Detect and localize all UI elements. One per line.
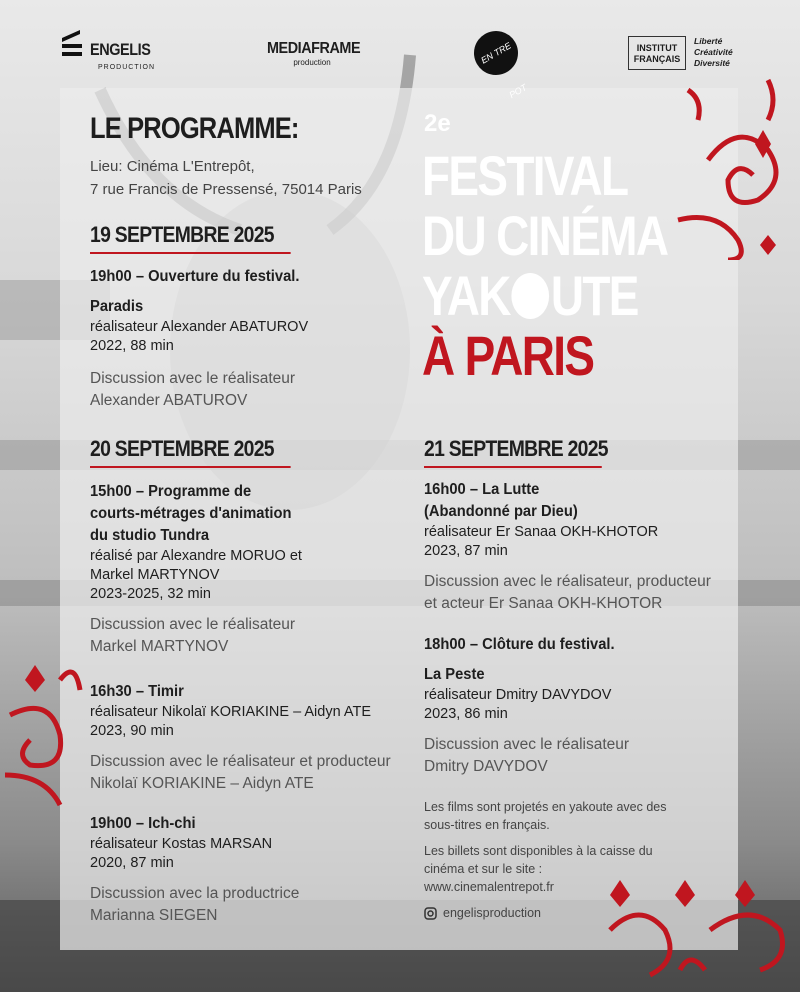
event-info: 2022, 88 min xyxy=(90,338,174,354)
title-line: FESTIVAL xyxy=(422,144,628,207)
event xyxy=(424,634,631,778)
note-line: Les films sont projetés en yakoute avec des xyxy=(424,800,667,814)
event-info: 2023-2025, 32 min xyxy=(90,586,211,602)
event-time: 15h00 – Programme de xyxy=(90,483,252,500)
date-heading xyxy=(90,222,291,254)
event-discussion: Discussion avec la productrice xyxy=(90,885,300,902)
venue xyxy=(90,155,362,201)
date-text: 19 SEPTEMBRE 2025 xyxy=(90,222,274,247)
institut-francais-logo xyxy=(628,36,686,70)
website-link[interactable]: www.cinemalentrepot.fr xyxy=(424,880,554,894)
event-title: (Abandonné par Dieu) xyxy=(424,503,578,520)
date-text: 21 SEPTEMBRE 2025 xyxy=(424,436,608,461)
event-discussion: Nikolaï KORIAKINE – Aidyn ATE xyxy=(90,775,314,792)
motto-line: Liberté xyxy=(694,36,723,46)
event-film: La Peste xyxy=(424,666,485,683)
event-time: 16h00 – La Lutte xyxy=(424,481,540,498)
motto-line: Diversité xyxy=(694,58,730,68)
event-time: 18h00 – Clôture du festival. xyxy=(424,636,615,653)
event-director: réalisateur Alexander ABATUROV xyxy=(90,319,309,335)
date-heading xyxy=(424,436,608,468)
event-director: réalisé par Alexandre MORUO et xyxy=(90,548,302,564)
event-title: du studio Tundra xyxy=(90,527,210,544)
mediaframe-name: MEDIAFRAME xyxy=(267,40,361,57)
engelis-name: ENGELIS xyxy=(90,40,151,59)
event xyxy=(424,479,711,615)
event-discussion: Markel MARTYNOV xyxy=(90,638,229,655)
event-discussion: Discussion avec le réalisateur, producteur xyxy=(424,573,711,590)
edition: 2e xyxy=(424,110,451,137)
event xyxy=(90,481,309,658)
event-info: 2023, 90 min xyxy=(90,723,174,739)
event-director: réalisateur Nikolaï KORIAKINE – Aidyn ATE xyxy=(90,704,371,720)
event xyxy=(90,813,299,927)
date-heading xyxy=(90,436,291,468)
event-director: réalisateur Kostas MARSAN xyxy=(90,836,273,852)
event-director: réalisateur Dmitry DAVYDOV xyxy=(424,687,612,703)
event-discussion: et acteur Er Sanaa OKH-KHOTOR xyxy=(424,595,663,612)
motto-line: Créativité xyxy=(694,47,733,57)
venue-address: 7 rue Francis de Pressensé, 75014 Paris xyxy=(90,181,362,198)
event-discussion: Alexander ABATUROV xyxy=(90,392,248,409)
programme-heading: LE PROGRAMME: xyxy=(90,112,299,145)
motto xyxy=(694,36,733,69)
event-info: 2023, 86 min xyxy=(424,706,508,722)
event-title: courts-métrages d'animation xyxy=(90,505,292,522)
engelis-icon xyxy=(60,28,84,60)
event-director: Markel MARTYNOV xyxy=(90,567,220,583)
event-time: 19h00 – Ouverture du festival. xyxy=(90,268,300,285)
event xyxy=(90,681,391,795)
institut-text: INSTITUT xyxy=(636,43,678,53)
note-line: Les billets sont disponibles à la caisse du xyxy=(424,844,653,858)
event-discussion: Discussion avec le réalisateur xyxy=(424,736,630,753)
title-line: À PARIS xyxy=(422,324,594,387)
event-info: 2020, 87 min xyxy=(90,855,174,871)
ornament-left xyxy=(0,655,90,825)
event-time: 16h30 – Timir xyxy=(90,683,184,700)
event-discussion: Discussion avec le réalisateur xyxy=(90,616,296,633)
event-discussion: Discussion avec le réalisateur xyxy=(90,370,296,387)
event xyxy=(90,266,318,412)
note-line: cinéma et sur le site : xyxy=(424,862,543,876)
note-line: sous-titres en français. xyxy=(424,818,550,832)
instagram-icon xyxy=(424,907,437,920)
date-text: 20 SEPTEMBRE 2025 xyxy=(90,436,274,461)
francais-text: FRANÇAIS xyxy=(633,54,681,64)
festival-title xyxy=(422,146,721,386)
event-film: Paradis xyxy=(90,298,144,315)
mediaframe-sub: production xyxy=(293,58,331,67)
venue-line: Lieu: Cinéma L'Entrepôt, xyxy=(90,158,255,175)
circle-o-icon xyxy=(511,273,549,319)
title-line: DU CINÉMA xyxy=(422,204,668,267)
event-discussion: Dmitry DAVYDOV xyxy=(424,758,548,775)
instagram-handle: engelisproduction xyxy=(443,906,541,920)
engelis-logo xyxy=(60,28,156,71)
title-part: UTE xyxy=(550,264,638,327)
instagram-link[interactable] xyxy=(424,904,667,922)
notes xyxy=(424,798,667,922)
engelis-sub: PRODUCTION xyxy=(98,64,156,71)
event-discussion: Marianna SIEGEN xyxy=(90,907,218,924)
event-discussion: Discussion avec le réalisateur et producteur xyxy=(90,753,391,770)
event-director: réalisateur Er Sanaa OKH-KHOTOR xyxy=(424,524,659,540)
title-line xyxy=(422,266,667,326)
entrepot-logo: EN TRE POT xyxy=(466,23,526,83)
event-time: 19h00 – Ich-chi xyxy=(90,815,196,832)
mediaframe-logo xyxy=(262,40,362,67)
title-part: YAK xyxy=(422,264,510,327)
event-info: 2023, 87 min xyxy=(424,543,508,559)
